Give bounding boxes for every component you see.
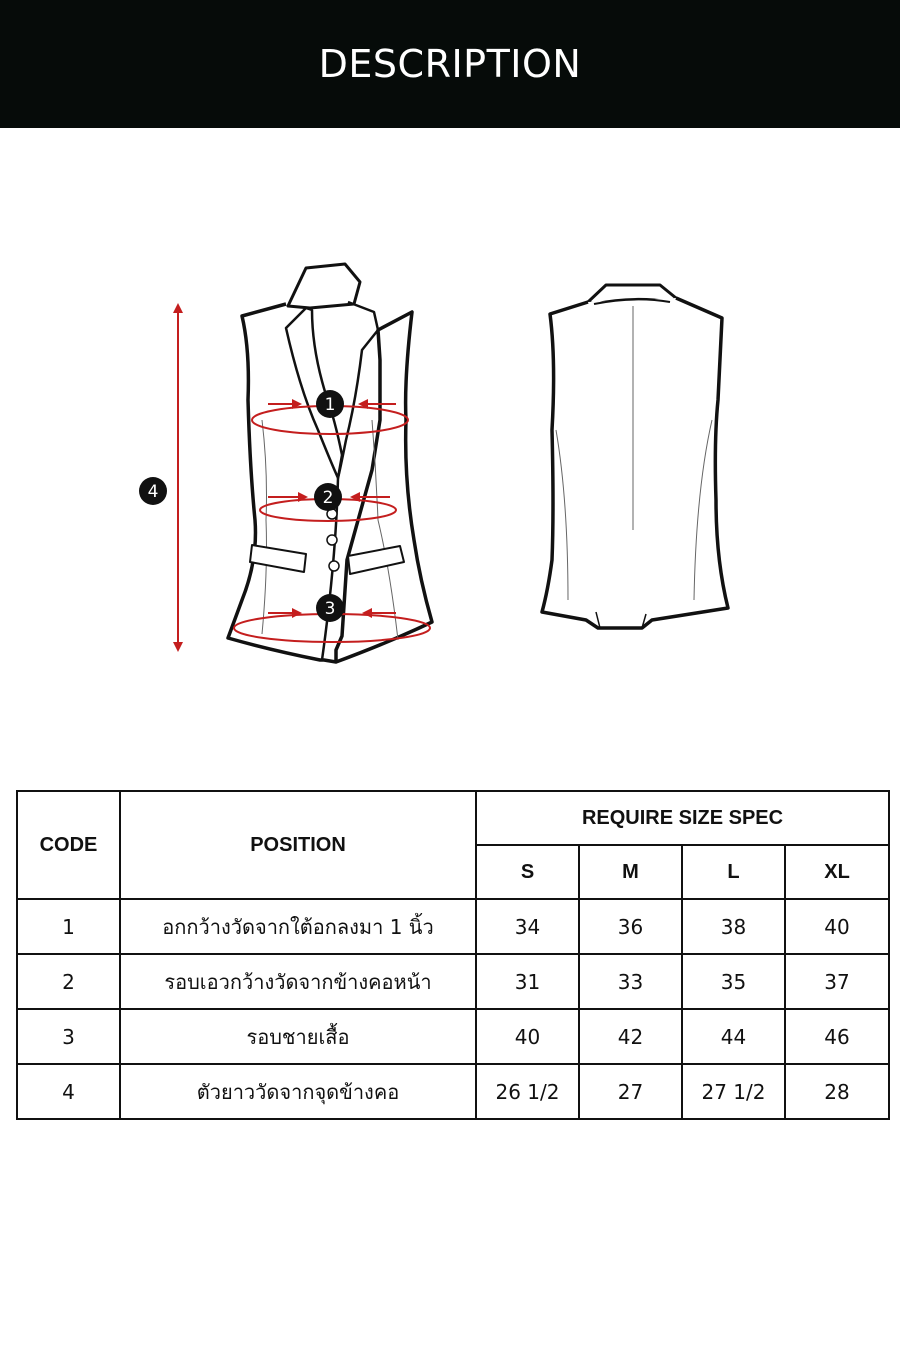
row-value-m: 42: [579, 1009, 682, 1064]
marker-3: [316, 594, 344, 622]
table-row: [17, 899, 889, 954]
row-value-s: 31: [476, 954, 579, 1009]
svg-text:1: 1: [324, 395, 336, 415]
marker-1: [316, 390, 344, 418]
size-header-m: M: [579, 845, 682, 899]
row-value-m: 33: [579, 954, 682, 1009]
row-code: 3: [17, 1009, 120, 1064]
size-header-s: S: [476, 845, 579, 899]
position-header: POSITION: [120, 791, 476, 899]
row-value-s: 26 1/2: [476, 1064, 579, 1119]
row-value-s: 40: [476, 1009, 579, 1064]
row-value-xl: 28: [785, 1064, 889, 1119]
row-value-l: 27 1/2: [682, 1064, 785, 1119]
row-value-l: 35: [682, 954, 785, 1009]
vest-back-drawing: [542, 285, 728, 628]
table-row: [17, 1064, 889, 1119]
row-value-l: 38: [682, 899, 785, 954]
row-code: 1: [17, 899, 120, 954]
row-position: ตัวยาววัดจากจุดข้างคอ: [120, 1064, 476, 1119]
row-position: รอบชายเสื้อ: [120, 1009, 476, 1064]
vest-illustration: [0, 128, 900, 768]
row-value-l: 44: [682, 1009, 785, 1064]
page-title: DESCRIPTION: [318, 42, 582, 86]
spec-header: REQUIRE SIZE SPEC: [476, 791, 889, 845]
row-value-xl: 37: [785, 954, 889, 1009]
table-row: [17, 954, 889, 1009]
row-position: อกกว้างวัดจากใต้อกลงมา 1 นิ้ว: [120, 899, 476, 954]
size-spec-table: [16, 790, 890, 1120]
row-value-s: 34: [476, 899, 579, 954]
row-value-xl: 40: [785, 899, 889, 954]
header-bar: [0, 0, 900, 128]
code-header: CODE: [17, 791, 120, 899]
svg-text:3: 3: [324, 599, 336, 619]
marker-2: [314, 483, 342, 511]
size-header-xl: XL: [785, 845, 889, 899]
row-position: รอบเอวกว้างวัดจากข้างคอหน้า: [120, 954, 476, 1009]
svg-text:4: 4: [147, 482, 159, 502]
table-row: [17, 1009, 889, 1064]
svg-text:2: 2: [322, 488, 334, 508]
row-code: 4: [17, 1064, 120, 1119]
row-value-xl: 46: [785, 1009, 889, 1064]
row-value-m: 27: [579, 1064, 682, 1119]
row-value-m: 36: [579, 899, 682, 954]
row-code: 2: [17, 954, 120, 1009]
marker-4: [139, 477, 167, 505]
size-header-l: L: [682, 845, 785, 899]
